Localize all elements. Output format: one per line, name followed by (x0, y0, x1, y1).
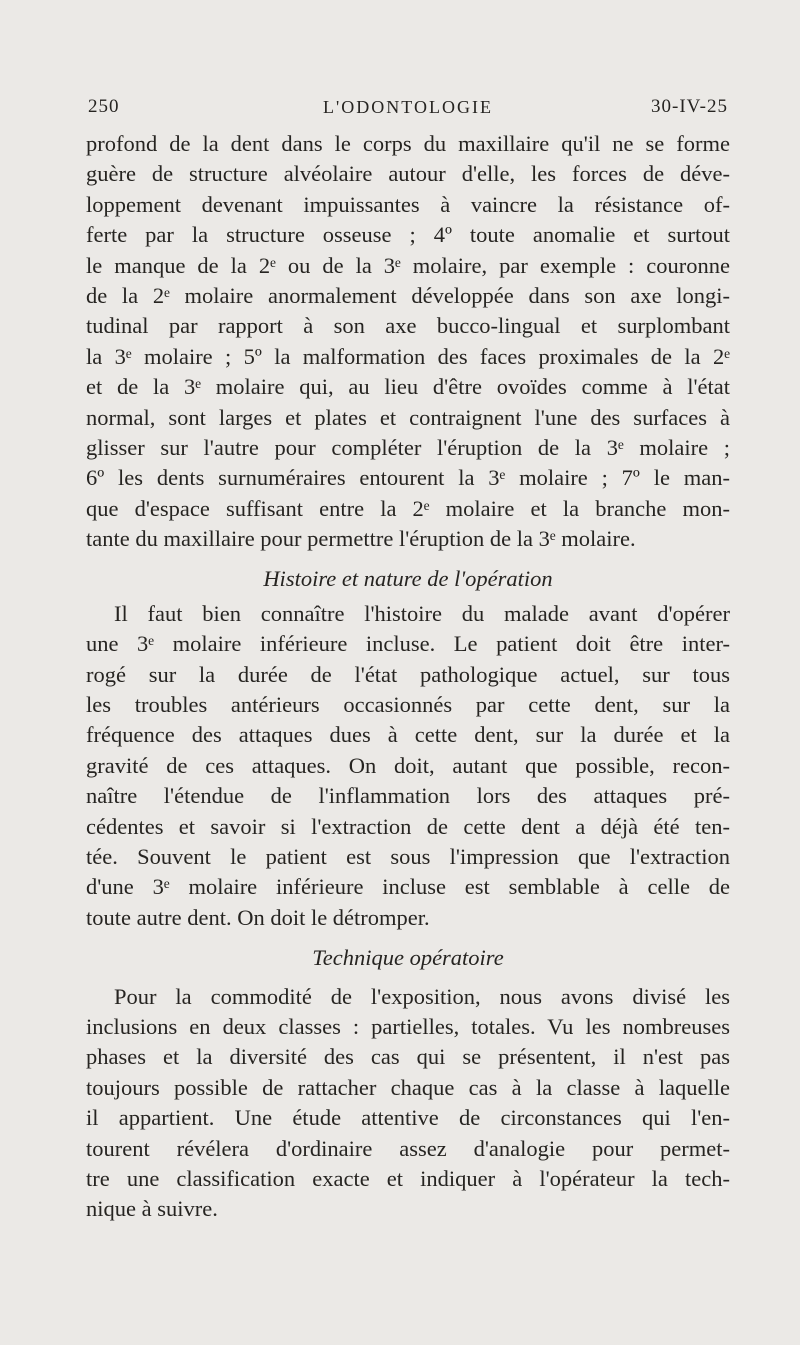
text-line: toujours possible de rattacher chaque cas à la classe à laquelle (86, 1074, 730, 1100)
text-line: tre une classification exacte et indiquer à l'opérateur la tech- (86, 1165, 730, 1191)
text-line: profond de la dent dans le corps du maxillaire qu'il ne se forme (86, 131, 730, 156)
text-line: et de la 3ᵉ molaire qui, au lieu d'être ovoïdes comme à l'état (86, 374, 730, 400)
page-number: 250 (88, 96, 120, 117)
text-line: Pour la commodité de l'exposition, nous avons divisé les (114, 983, 730, 1009)
text-line: les troubles antérieurs occasionnés par cette dent, sur la (86, 692, 730, 718)
text-line: normal, sont larges et plates et contraignent l'une des surfaces à (86, 404, 730, 430)
issue-date: 30-IV-25 (651, 96, 728, 117)
text-line: nique à suivre. (86, 1196, 218, 1222)
text-line: tante du maxillaire pour permettre l'éruption de la 3ᵉ molaire. (86, 526, 636, 552)
text-line: de la 2ᵉ molaire anormalement développée dans son axe longi- (86, 282, 730, 308)
text-line: que d'espace suffisant entre la 2ᵉ molaire et la branche mon- (86, 495, 730, 521)
paragraph-continued (86, 129, 730, 554)
text-line: glisser sur l'autre pour compléter l'éruption de la 3ᵉ molaire ; (86, 434, 730, 460)
paragraph-technique (86, 982, 730, 1225)
text-line: guère de structure alvéolaire autour d'elle, les forces de déve- (86, 161, 730, 187)
text-line: gravité de ces attaques. On doit, autant que possible, recon- (86, 752, 730, 778)
text-line: tée. Souvent le patient est sous l'impression que l'extraction (86, 843, 730, 869)
text-line: la 3ᵉ molaire ; 5º la malformation des faces proximales de la 2ᵉ (86, 343, 730, 369)
running-head (86, 96, 730, 124)
text-line: fréquence des attaques dues à cette dent, sur la durée et la (86, 722, 730, 748)
text-line: le manque de la 2ᵉ ou de la 3ᵉ molaire, par exemple : couronne (86, 252, 730, 278)
body-text (86, 129, 730, 1225)
text-line: tudinal par rapport à son axe bucco-lingual et surplombant (86, 313, 730, 339)
text-line: Il faut bien connaître l'histoire du malade avant d'opérer (114, 600, 730, 626)
text-line: phases et la diversité des cas qui se présentent, il n'est pas (86, 1044, 730, 1070)
paragraph-histoire (86, 599, 730, 933)
section-heading-histoire: Histoire et nature de l'opération (263, 566, 553, 592)
text-line: d'une 3ᵉ molaire inférieure incluse est semblable à celle de (86, 874, 730, 900)
text-line: loppement devenant impuissantes à vaincre la résistance of- (86, 191, 730, 217)
text-line: inclusions en deux classes : partielles, totales. Vu les nombreuses (86, 1013, 730, 1039)
text-line: il appartient. Une étude attentive de circonstances qui l'en- (86, 1105, 730, 1131)
text-line: tourent révélera d'ordinaire assez d'analogie pour permet- (86, 1135, 730, 1161)
text-line: ferte par la structure osseuse ; 4º toute anomalie et surtout (86, 222, 730, 248)
text-line: cédentes et savoir si l'extraction de cette dent a déjà été ten- (86, 813, 730, 839)
text-line: rogé sur la durée de l'état pathologique actuel, sur tous (86, 661, 730, 687)
section-heading-technique: Technique opératoire (312, 945, 504, 971)
text-line: naître l'étendue de l'inflammation lors des attaques pré- (86, 783, 730, 809)
text-line: toute autre dent. On doit le détromper. (86, 904, 430, 930)
text-line: 6º les dents surnuméraires entourent la 3ᵉ molaire ; 7º le man- (86, 465, 730, 491)
journal-title: L'ODONTOLOGIE (323, 97, 493, 117)
text-line: une 3ᵉ molaire inférieure incluse. Le patient doit être inter- (86, 631, 730, 657)
